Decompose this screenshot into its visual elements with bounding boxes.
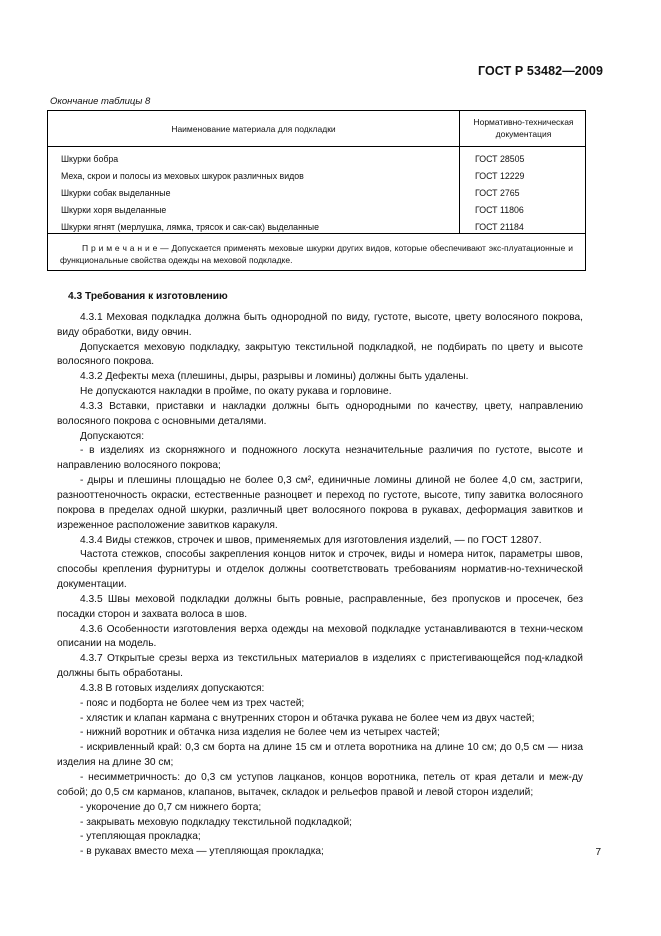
paragraph: - нижний воротник и обтачка низа изделия не более чем из четырех частей; [80,727,440,739]
cell-doc: ГОСТ 2765 [475,188,520,198]
table-row [48,222,587,239]
table-note: П р и м е ч а н и е — Допускается применять меховые шкурки других видов, которые обеспечивают экс-плуатационные и функциональные свойства одежды на меховой подкладке. [60,243,573,265]
table-row [48,205,587,222]
cell-material: Шкурки ягнят (мерлушка, лямка, трясок и сак-сак) выделанные [61,222,320,232]
paragraph: - искривленный край: 0,3 см борта на длине 15 см и отлета воротника на длине 10 см; до 0,5 см — низа изделия на длине 30 см; [57,742,583,769]
paragraph: 4.3.3 Вставки, приставки и накладки должны быть однородными по качеству, цвету, направлению волосяного покрова с основными деталями. [57,400,583,427]
paragraph: - хлястик и клапан кармана с внутренних сторон и обтачка рукава не более чем из двух частей; [80,712,535,724]
section-heading: 4.3 Требования к изготовлению [68,291,228,302]
table-caption: Окончание таблицы 8 [50,96,151,107]
paragraph: 4.3.1 Меховая подкладка должна быть однородной по виду, густоте, высоте, цвету волосяного покрова, виду обработки, виду овчин. [57,311,583,338]
paragraph: Частота стежков, способы закрепления концов ниток и строчек, виды и номера ниток, параметры швов, способы крепления фурнитуры и отделок должны соответствовать требованиям норматив-но-технической документации. [57,549,583,591]
paragraph: Не допускаются накладки в пройме, по окату рукава и горловине. [80,386,392,398]
page-number: 7 [595,847,601,858]
table-row [48,188,587,205]
cell-material: Меха, скрои и полосы из меховых шкурок различных видов [61,171,304,181]
document-code: ГОСТ Р 53482—2009 [477,64,603,78]
table-row [48,171,587,188]
paragraph: - закрывать меховую подкладку текстильной подкладкой; [80,816,353,828]
paragraph: - укорочение до 0,7 см нижнего борта; [80,801,262,813]
paragraph: 4.3.8 В готовых изделиях допускаются: [80,682,265,694]
paragraph: - в изделиях из скорняжного и подножного лоскута незначительные различия по густоте, высоте и направлению волосяного покрова; [57,445,583,472]
paragraph: - пояс и подборта не более чем из трех частей; [80,697,305,709]
paragraph: Допускается меховую подкладку, закрытую текстильной подкладкой, не подбирать по цвету и высоте волосяного покрова. [57,341,583,368]
cell-doc: ГОСТ 28505 [475,154,525,164]
cell-material: Шкурки бобра [61,154,119,164]
cell-doc: ГОСТ 12229 [475,171,525,181]
cell-material: Шкурки собак выделанные [61,188,171,198]
paragraph: - дыры и плешины площадью не более 0,3 см², единичные ломины длиной не более 4,0 см, застриги, разнооттеночность окраски, естественные разноцвет и переход по густоте, высоте, типу завитка волосяного покрова в пределах одной шкурки, различный цвет волосяного покрова в рукавах, деформация завитков и изреженное расположение завитков каракуля. [57,475,583,531]
paragraph: 4.3.5 Швы меховой подкладки должны быть ровные, расправленные, без пропусков и просечек, без посадки сторон и захвата волоса в шов. [57,593,583,620]
materials-table [47,110,586,271]
paragraph: 4.3.2 Дефекты меха (плешины, дыры, разрывы и ломины) должны быть удалены. [80,371,469,383]
column-header-material: Наименование материала для подкладки [171,124,336,134]
paragraph: 4.3.6 Особенности изготовления верха одежды на меховой подкладке устанавливаются в техни-ческом описании на модель. [57,623,583,650]
cell-material: Шкурки хоря выделанные [61,205,167,215]
paragraph: - несимметричность: до 0,3 см уступов лацканов, концов воротника, петель от края детали и меж-ду собой; до 0,5 см карманов, клапанов, вытачек, складок и рельефов правой и левой сторон изделий; [57,772,583,798]
paragraph: 4.3.4 Виды стежков, строчек и швов, применяемых для изготовления изделий, — по ГОСТ 12807. [80,534,542,546]
cell-doc: ГОСТ 11806 [475,205,524,215]
paragraph: - в рукавах вместо меха — утепляющая прокладка; [80,846,324,858]
column-header-documentation: Нормативно-техническая документация [473,117,574,139]
section-body [57,290,583,860]
cell-doc: ГОСТ 21184 [475,222,524,232]
paragraph-list [57,311,583,860]
paragraph: 4.3.7 Открытые срезы верха из текстильных материалов в изделиях с пристегивающейся под-кладкой должны быть обработаны. [57,653,583,680]
paragraph: - утепляющая прокладка; [80,831,201,843]
paragraph: Допускаются: [80,430,145,442]
table-row [48,154,587,171]
